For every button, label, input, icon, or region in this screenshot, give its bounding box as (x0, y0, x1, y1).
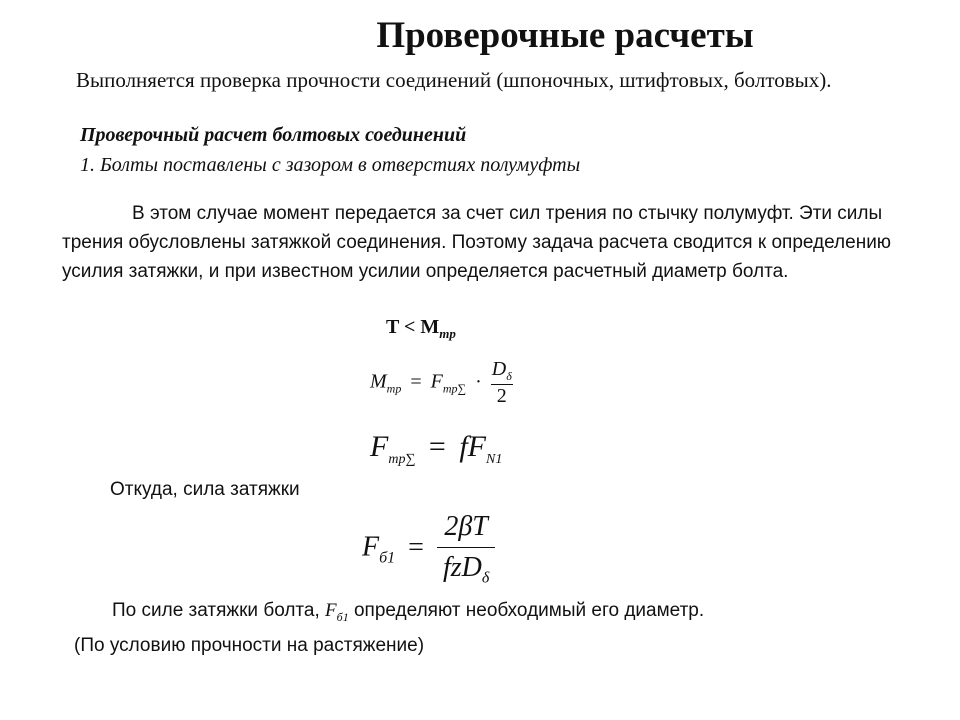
preload-den-main: fzD (442, 552, 482, 583)
moment-eq: = (410, 370, 422, 393)
explanation-paragraph (62, 199, 932, 286)
preload-fraction (437, 511, 495, 588)
formula-condition-sub: тр (439, 326, 456, 341)
paragraph-text: В этом случае момент передается за счет сил трения по стычку полумуфт. Эти силы трения обусловлены затяжкой соединения. Поэтому задача расчета сводится к определению усилия затяжки, и при известном усилии определяется расчетный диаметр болта. (62, 203, 892, 282)
moment-num-sub: δ (506, 369, 512, 383)
intro-text: Выполняется проверка прочности соединений (шпоночных, штифтовых, болтовых). (76, 68, 832, 92)
text-whence: Откуда, сила затяжки (110, 479, 300, 500)
formula-friction (370, 430, 502, 468)
text-by-force-before: По силе затяжки болта, (112, 600, 326, 621)
formula-preload (362, 511, 495, 588)
text-by-force-var (325, 600, 349, 624)
text-condition: (По условию прочности на растяжение) (74, 635, 425, 656)
preload-num: 2βT (444, 511, 488, 542)
moment-lhs-sub: тр (386, 381, 402, 396)
moment-force: F (430, 370, 443, 393)
friction-rhs-sub: N1 (486, 452, 503, 467)
text-by-force-after: определяют необходимый его диаметр. (348, 600, 705, 621)
preload-den-sub: δ (481, 569, 490, 587)
moment-num-main: D (491, 358, 507, 380)
section-subheading: 1. Болты поставлены с зазором в отверстиях полумуфты (80, 154, 581, 176)
formula-condition (386, 316, 456, 342)
moment-fraction (491, 358, 513, 408)
section-heading: Проверочный расчет болтовых соединений (80, 124, 467, 146)
moment-num (491, 358, 513, 384)
moment-den: 2 (491, 384, 513, 408)
text-by-force-var-main: F (325, 600, 337, 621)
text-by-force (112, 600, 704, 625)
friction-lhs: F (370, 430, 389, 463)
preload-eq: = (408, 531, 424, 563)
preload-lhs: F (362, 531, 380, 563)
preload-lhs-sub: б1 (379, 549, 396, 567)
friction-lhs-sub: тр∑ (388, 452, 416, 467)
page-title: Проверочные расчеты (376, 15, 754, 56)
text-by-force-var-sub: б1 (336, 609, 349, 624)
moment-force-sub: тр∑ (442, 381, 467, 396)
preload-den (437, 547, 495, 588)
formula-moment (370, 358, 513, 408)
friction-rhs: fF (459, 430, 487, 463)
moment-dot: · (475, 370, 482, 393)
formula-condition-main: T < M (386, 316, 440, 338)
moment-lhs: M (370, 370, 387, 393)
friction-eq: = (428, 430, 446, 463)
